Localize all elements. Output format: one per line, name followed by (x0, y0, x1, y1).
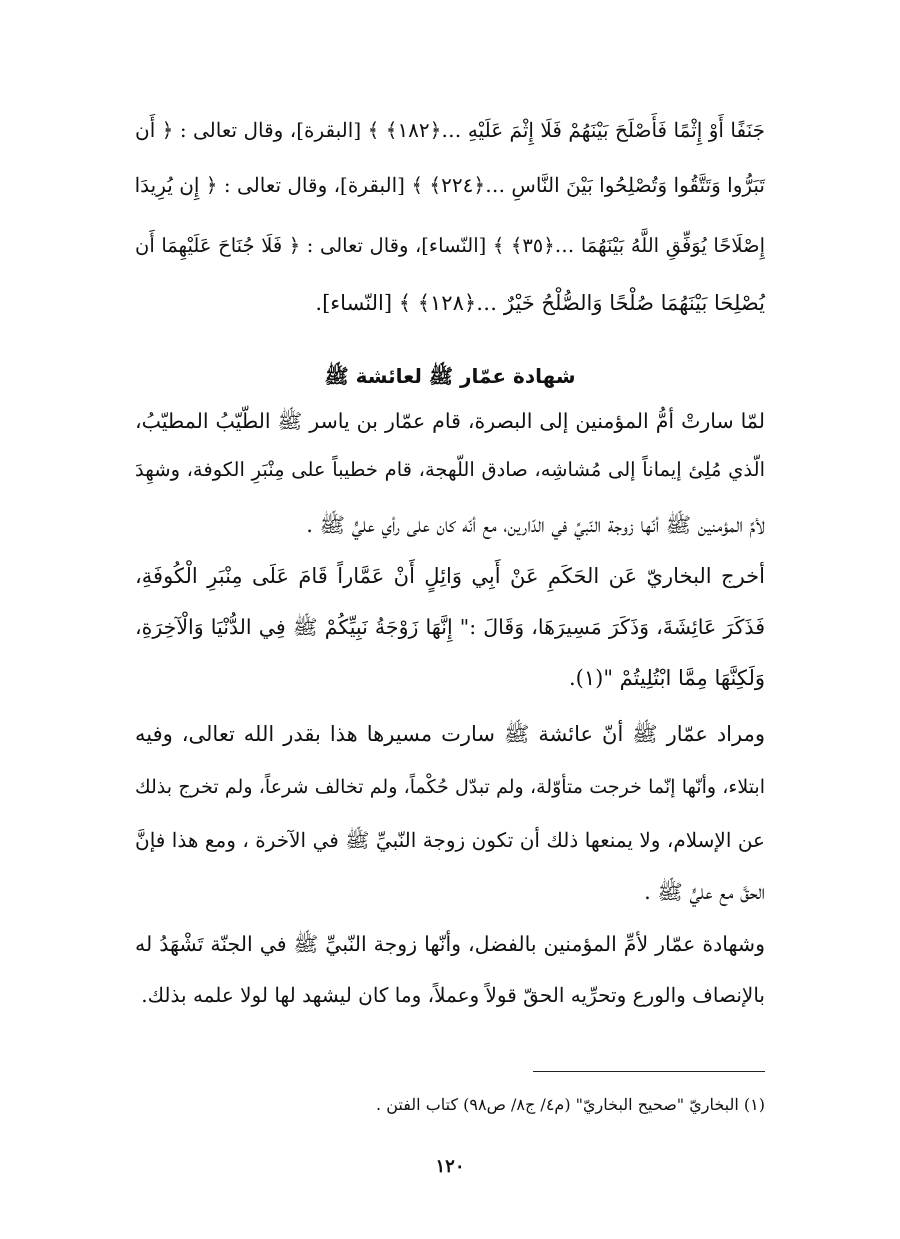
paragraph-line: لمّا سارتْ أمُّ المؤمنين إلى البصرة، قام عمّار بن ياسر ﷺ الطّيّبُ المطيّبُ، (135, 409, 765, 433)
quran-line: إِصْلَاحًا يُوَفِّقِ اللَّهُ بَيْنَهُمَا …﴿٣٥﴾ ﴾ [النّساء]، وقال تعالى : ﴿ فَلَا جُنَاحَ عَلَيْهِمَا أَن (135, 234, 765, 257)
hadith-line: فَذَكَرَ عَائِشَةَ، وَذَكَرَ مَسِيرَهَا، وَقَالَ :" إِنَّهَا زَوْجَةُ نَبِيِّكُمْ ﷺ فِي الدُّنْيَا وَالْآخِرَةِ، (135, 615, 765, 639)
paragraph-line: الحقَّ مع عليٍّ ﷺ . (644, 880, 765, 904)
paragraph-line: لأمِّ المؤمنين ﷺ أنّها زوجة النّبيِّ في الدّارين، مع أنّه كان على رأي عليٍّ ﷺ . (306, 513, 765, 537)
paragraph-line: ابتلاء، وأنّها إنّما خرجت متأوّلة، ولم تبدّل حُكْماً، ولم تخالف شرعاً، ولم تخرج بذلك (135, 776, 765, 798)
hadith-line: أخرج البخاريّ عَن الحَكَمِ عَنْ أَبِي وَائِلٍ أَنْ عَمَّاراً قَامَ عَلَى مِنْبَرِ الْكُوفَةِ، (135, 564, 765, 588)
paragraph-line: عن الإسلام، ولا يمنعها ذلك أن تكون زوجة النّبيِّ ﷺ في الآخرة ، ومع هذا فإنَّ (135, 828, 765, 852)
footnote: (١) البخاريّ "صحيح البخاريّ" (م٤/ ج٨/ ص٩٨) كتاب الفتن . (376, 1095, 765, 1114)
paragraph-line: ومراد عمّار ﷺ أنّ عائشة ﷺ سارت مسيرها هذا بقدر الله تعالى، وفيه (135, 722, 765, 746)
section-heading: شهادة عمّار ﷺ لعائشة ﷺ (324, 364, 576, 388)
paragraph-line: بالإنصاف والورع وتحرِّيه الحقّ قولاً وعملاً، وما كان ليشهد لها لولا علمه بذلك. (141, 983, 765, 1007)
paragraph-line: الّذي مُلِئ إيماناً إلى مُشاشِه، صادق اللّهجة، قام خطيباً على مِنْبَرِ الكوفة، وشهِدَ (135, 458, 765, 481)
footnote-divider (533, 1071, 765, 1072)
quran-line: جَنَفًا أَوْ إِثْمًا فَأَصْلَحَ بَيْنَهُمْ فَلَا إِثْمَ عَلَيْهِ …﴿١٨٢﴾ ﴾ [البقرة]، وقال تعالى : ﴿ أَن (135, 118, 765, 142)
page-number: ١٢٠ (435, 1156, 465, 1177)
paragraph-line: وشهادة عمّار لأمِّ المؤمنين بالفضل، وأنّها زوجة النّبيِّ ﷺ في الجنّة تَشْهَدُ له (135, 932, 765, 956)
hadith-line: وَلَكِنَّهَا مِمَّا ابْتُلِيتُمْ "(١). (569, 666, 765, 690)
quran-line: تَبَرُّوا وَتَتَّقُوا وَتُصْلِحُوا بَيْنَ النَّاسِ …﴿٢٢٤﴾ ﴾ [البقرة]، وقال تعالى : ﴿ إِن يُرِيدَا (134, 173, 765, 197)
quran-line: يُصْلِحَا بَيْنَهُمَا صُلْحًا وَالصُّلْحُ خَيْرٌ …﴿١٢٨﴾ ﴾ [النّساء]. (315, 291, 765, 315)
